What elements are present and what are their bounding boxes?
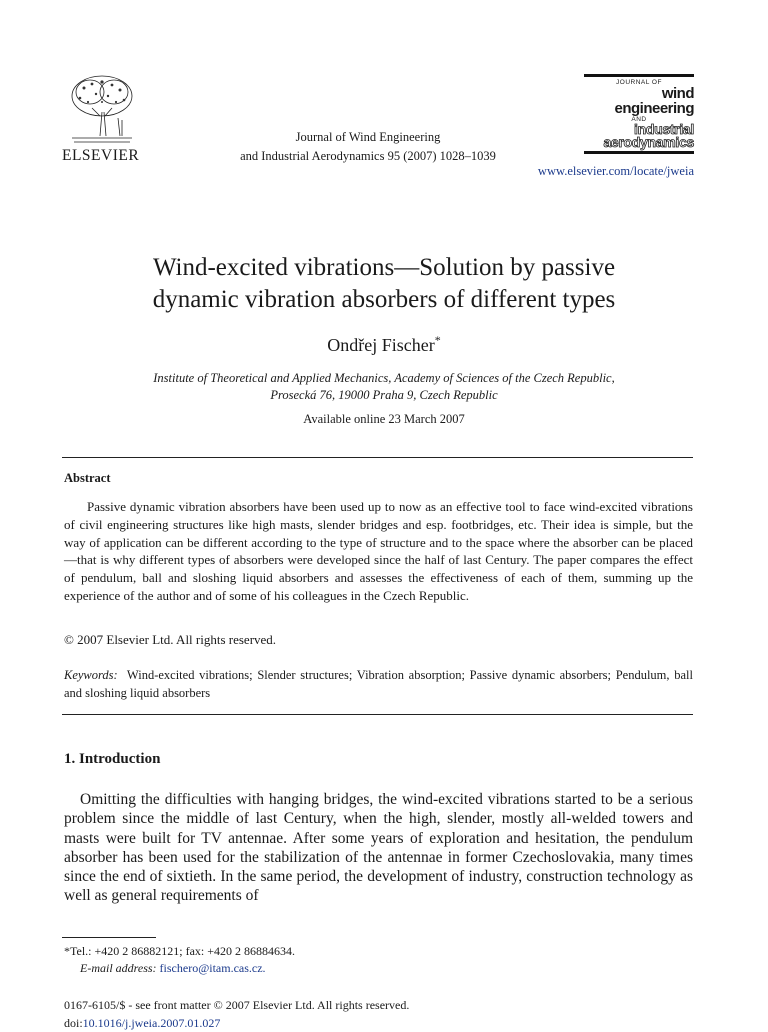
affiliation <box>64 370 704 404</box>
section-heading-introduction: 1. Introduction <box>64 751 161 767</box>
author-name: Ondřej Fischer <box>327 335 435 355</box>
publisher-name: ELSEVIER <box>62 147 140 164</box>
article-title <box>64 252 704 316</box>
email-link[interactable]: fischero@itam.cas.cz. <box>159 961 266 975</box>
front-matter-line: 0167-6105/$ - see front matter © 2007 Elsevier Ltd. All rights reserved. <box>64 998 410 1012</box>
keywords <box>64 667 693 702</box>
journal-logo-top: JOURNAL OF <box>616 79 662 86</box>
journal-logo-aerodynamics: aerodynamics <box>603 134 694 150</box>
journal-logo <box>584 72 694 156</box>
journal-reference <box>218 128 518 166</box>
footnote-rule <box>62 937 156 938</box>
doi-link[interactable]: 10.1016/j.jweia.2007.01.027 <box>82 1016 221 1030</box>
elsevier-logo <box>62 72 140 165</box>
affiliation-line: Prosecká 76, 19000 Praha 9, Czech Republic <box>270 388 498 402</box>
footnote-email-line <box>64 960 295 977</box>
footnote-tel: *Tel.: +420 2 86882121; fax: +420 2 86884634. <box>64 944 296 958</box>
doi-prefix: doi: <box>64 1016 83 1030</box>
abstract-text: Passive dynamic vibration absorbers have been used up to now as an effective tool to face wind-excited vibrations of civil engineering structures like high masts, slender bridges and esp. footbridges, etc. Their idea is simple, but the way of application can be different according to the type of structure and to the space where the absorber can be placed—that is why different types of absorbers were developed since the half of last Century. The paper compares the effect of pendulum, ball and sloshing liquid absorbers and assesses the effectiveness of each of them, summing up the experience of the author and of some of his colleagues in the Czech Republic. <box>64 499 693 603</box>
available-online-date: Available online 23 March 2007 <box>303 412 465 426</box>
doi-line <box>64 1014 409 1032</box>
introduction-body <box>64 790 693 906</box>
journal-url-link[interactable]: www.elsevier.com/locate/jweia <box>537 164 694 178</box>
journal-logo-rule <box>584 151 694 154</box>
footnote <box>64 943 295 977</box>
title-line: dynamic vibration absorbers of different types <box>152 286 616 313</box>
abstract-heading: Abstract <box>64 471 111 485</box>
journal-logo-and: AND <box>631 116 647 123</box>
journal-logo-industrial: industrial <box>633 121 694 137</box>
email-label: E-mail address: <box>80 961 157 975</box>
introduction-paragraph: Omitting the difficulties with hanging bridges, the wind-excited vibrations started to be a serious problem since the middle of last Century, when the high, slender, mostly all-welded towers and masts were built for TV antennae. After some years of exploration and hesitation, the pendulum absorber has been used for the stabilization of the antennae in former Czechoslovakia, many times since the end of sixtieth. In the same period, the development of industry, construction technology as well as general requirements of <box>64 791 693 905</box>
keywords-text: Wind-excited vibrations; Slender structures; Vibration absorption; Passive dynamic absorbers; Pendulum, ball and sloshing liquid absorbers <box>64 668 693 700</box>
keywords-label: Keywords: <box>64 668 118 682</box>
elsevier-tree-icon <box>62 72 140 146</box>
abstract-bottom-rule <box>62 714 693 715</box>
author-footnote-mark[interactable]: * <box>434 333 441 347</box>
abstract-top-rule <box>62 457 693 458</box>
journal-ref-line: Journal of Wind Engineering <box>295 130 441 144</box>
affiliation-line: Institute of Theoretical and Applied Mechanics, Academy of Sciences of the Czech Republic, <box>153 371 615 385</box>
abstract-body <box>64 498 693 605</box>
journal-logo-rule <box>584 74 694 77</box>
title-line: Wind-excited vibrations—Solution by passive <box>152 254 616 281</box>
journal-ref-line: and Industrial Aerodynamics 95 (2007) 1028–1039 <box>240 149 496 163</box>
author <box>64 333 704 356</box>
journal-logo-title: wind engineering <box>614 85 694 117</box>
front-matter <box>64 996 409 1032</box>
abstract-copyright: © 2007 Elsevier Ltd. All rights reserved. <box>64 632 277 647</box>
